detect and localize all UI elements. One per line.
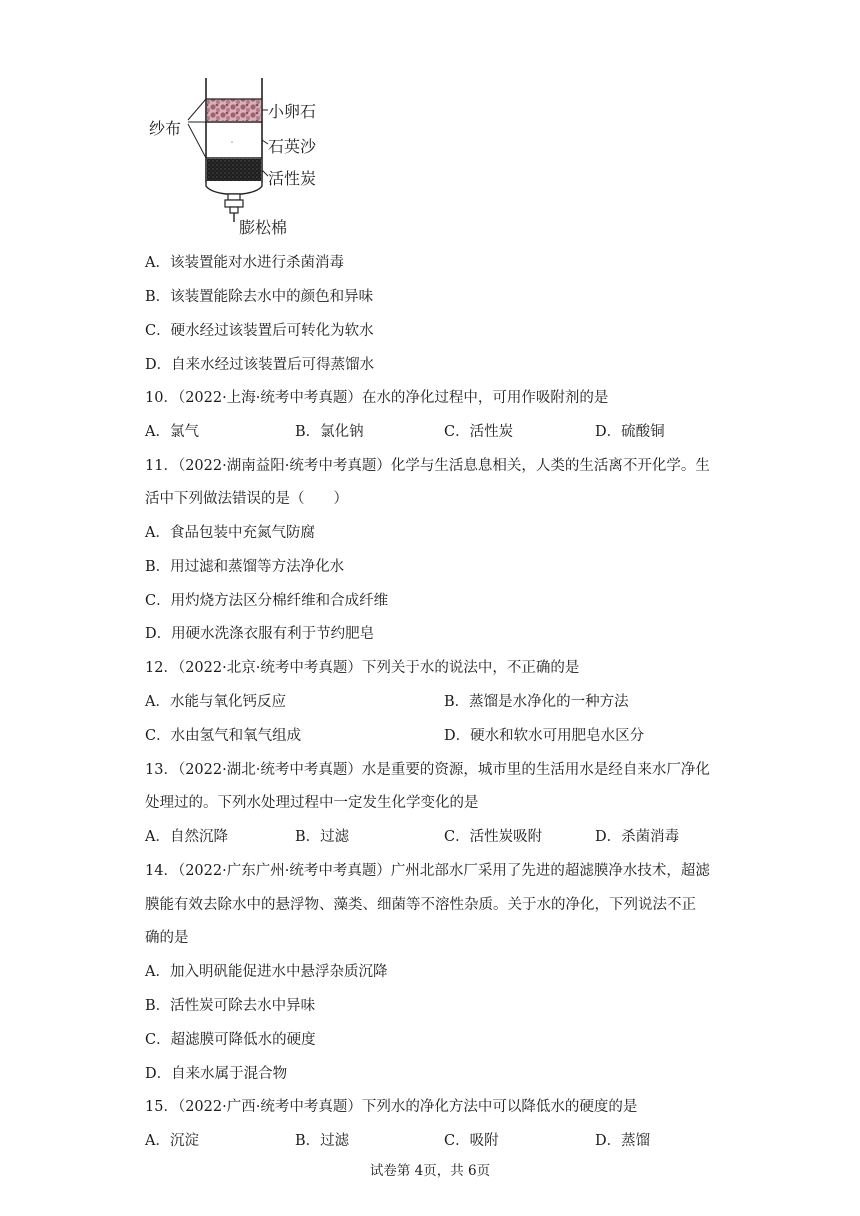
q12-option-a: A．水能与氧化钙反应	[145, 694, 286, 710]
q11-stem-line1: 11．（2022·湖南益阳·统考中考真题）化学与生活息息相关，人类的生活离不开化学。生	[145, 458, 710, 474]
q15-stem: 15．（2022·广西·统考中考真题）下列水的净化方法中可以降低水的硬度的是	[145, 1099, 638, 1115]
q15-option-c: C．吸附	[444, 1133, 499, 1149]
q11-option-c: C．用灼烧方法区分棉纤维和合成纤维	[145, 593, 389, 609]
q15-option-a: A．沉淀	[145, 1133, 199, 1149]
q15-option-d: D．蒸馏	[595, 1133, 651, 1149]
label-pebbles: 小卵石	[268, 102, 317, 121]
q14-option-a: A．加入明矾能促进水中悬浮杂质沉降	[145, 964, 388, 980]
cotton-plug	[225, 200, 243, 207]
q11-option-d: D．用硬水洗涤衣服有利于节约肥皂	[145, 626, 375, 642]
q14-stem-line2: 膜能有效去除水中的悬浮物、藻类、细菌等不溶性杂质。关于水的净化，下列说法不正	[145, 897, 696, 913]
page-footer: 试卷第 4页，共 6页	[369, 1163, 491, 1179]
q10-option-d: D．硫酸铜	[595, 424, 665, 440]
q14-option-d: D．自来水属于混合物	[145, 1066, 288, 1082]
q15-option-b: B．过滤	[295, 1133, 350, 1149]
q10-option-c: C．活性炭	[444, 424, 514, 440]
label-activated-carbon: 活性炭	[268, 169, 317, 188]
q11-option-a: A．食品包装中充氮气防腐	[145, 525, 315, 541]
q14-option-c: C．超滤膜可降低水的硬度	[145, 1032, 316, 1048]
q9-option-a: A．该装置能对水进行杀菌消毒	[145, 255, 344, 271]
q10-option-a: A．氯气	[145, 424, 199, 440]
q13-stem-line1: 13．（2022·湖北·统考中考真题）水是重要的资源，城市里的生活用水是经自来水厂净化	[145, 762, 710, 778]
water-filter-figure	[140, 72, 340, 240]
q12-stem: 12．（2022·北京·统考中考真题）下列关于水的说法中，不正确的是	[145, 660, 580, 676]
q13-option-d: D．杀菌消毒	[595, 829, 680, 845]
label-gauze: 纱布	[149, 119, 182, 138]
q12-option-b: B．蒸馏是水净化的一种方法	[444, 694, 629, 710]
q10-option-b: B．氯化钠	[295, 424, 364, 440]
q13-stem-line2: 处理过的。下列水处理过程中一定发生化学变化的是	[145, 795, 479, 811]
q14-stem-line3: 确的是	[145, 930, 189, 946]
activated-carbon-layer	[207, 159, 261, 181]
q13-option-a: A．自然沉降	[145, 829, 228, 845]
q9-option-d: D．自来水经过该装置后可得蒸馏水	[145, 357, 375, 373]
q12-option-d: D．硬水和软水可用肥皂水区分	[444, 728, 645, 744]
q9-option-c: C．硬水经过该装置后可转化为软水	[145, 323, 374, 339]
q9-option-b: B．该装置能除去水中的颜色和异味	[145, 289, 374, 305]
q13-option-c: C．活性炭吸附	[444, 829, 543, 845]
q13-option-b: B．过滤	[295, 829, 350, 845]
q14-stem-line1: 14．（2022·广东广州·统考中考真题）广州北部水厂采用了先进的超滤膜净水技术，超滤	[145, 863, 710, 879]
q11-stem-line2: 活中下列做法错误的是（ ）	[145, 491, 348, 507]
label-cotton: 膨松棉	[239, 218, 288, 237]
label-quartz-sand: 石英沙	[268, 137, 317, 156]
q12-option-c: C．水由氢气和氧气组成	[145, 728, 302, 744]
quartz-sand-layer	[207, 123, 261, 157]
q11-option-b: B．用过滤和蒸馏等方法净化水	[145, 559, 345, 575]
q14-option-b: B．活性炭可除去水中异味	[145, 998, 316, 1014]
pebble-layer	[207, 99, 261, 121]
q10-stem: 10．（2022·上海·统考中考真题）在水的净化过程中，可用作吸附剂的是	[145, 390, 609, 406]
